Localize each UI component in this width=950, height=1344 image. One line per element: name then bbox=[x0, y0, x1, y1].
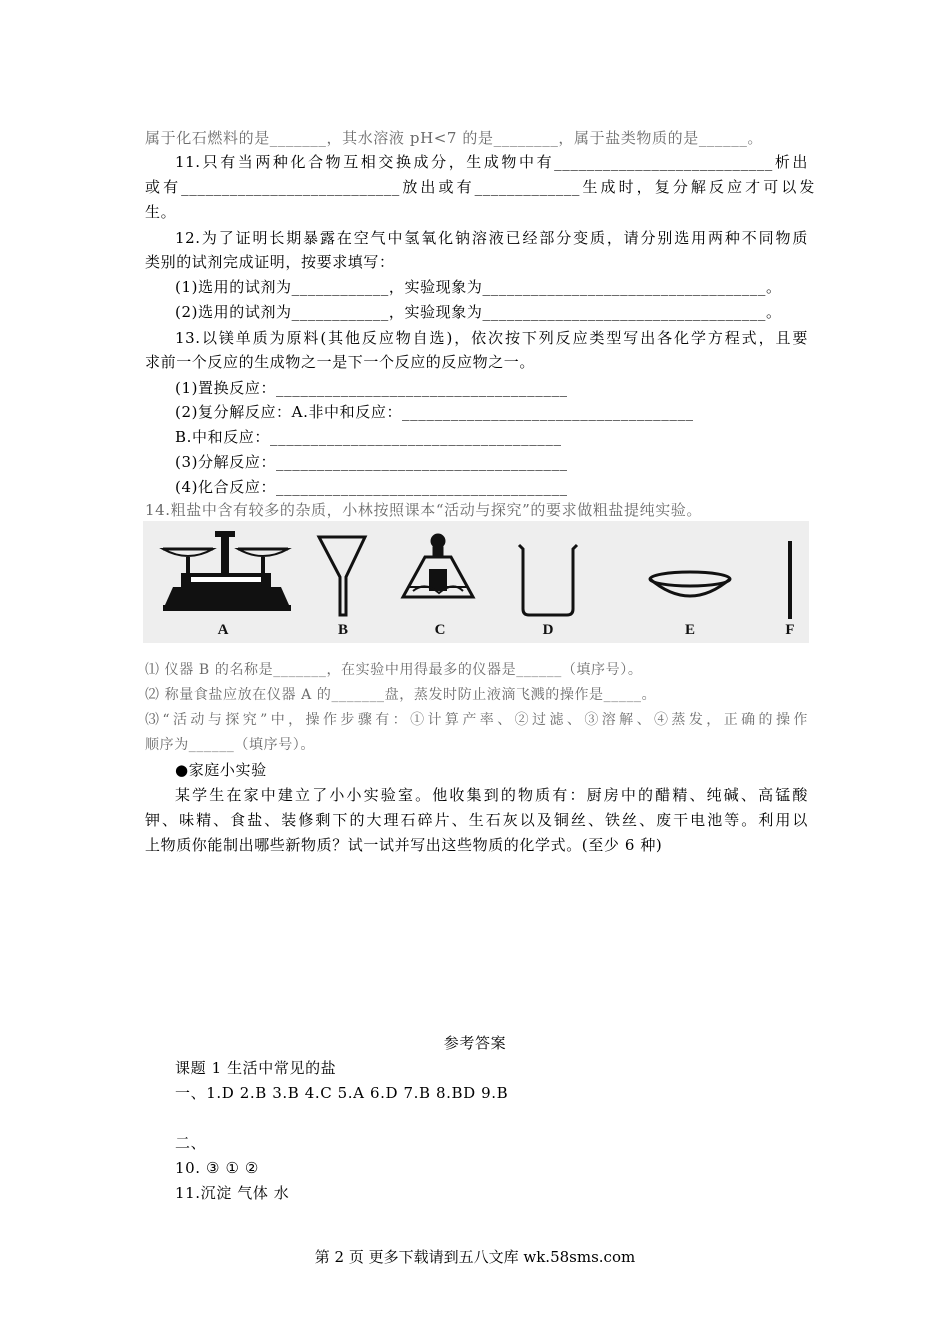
answers-q10: 10. ③ ① ② bbox=[175, 1159, 259, 1177]
text-line-q14-3: ⑶“活动与探究”中，操作步骤有：①计算产率、②过滤、③溶解、④蒸发，正确的操作 bbox=[145, 712, 808, 728]
text-line-q14-1: ⑴ 仪器 B 的名称是_______，在实验中用得最多的仪器是______（填序号）。 bbox=[145, 662, 643, 678]
text-line-q12-4: (2)选用的试剂为____________，实验现象为___________________________________。 bbox=[175, 303, 782, 321]
text-line-q12-1: 12.为了证明长期暴露在空气中氢氧化钠溶液已经部分变质，请分别选用两种不同物质 bbox=[175, 229, 808, 247]
text-line-q13-3: (1)置换反应：____________________________________ bbox=[175, 379, 568, 397]
page-footer: 第 2 页 更多下载请到五八文库 wk.58sms.com bbox=[314, 1248, 636, 1266]
evaporating-dish-icon bbox=[650, 572, 730, 596]
text-line-q14-2: ⑵ 称量食盐应放在仪器 A 的_______盘，蒸发时防止液滴飞溅的操作是_____。 bbox=[145, 687, 657, 703]
text-line-q14: 14.粗盐中含有较多的杂质，小林按照课本“活动与探究”的要求做粗盐提纯实验。 bbox=[145, 501, 702, 519]
text-line-q11-1: 11.只有当两种化合物互相交换成分，生成物中有___________________________析出 bbox=[175, 153, 808, 171]
text-line-q13-1: 13.以镁单质为原料(其他反应物自选)，依次按下列反应类型写出各化学方程式，且要 bbox=[175, 329, 808, 347]
text-line-q11-3: 生。 bbox=[145, 203, 177, 221]
beaker-icon bbox=[519, 545, 577, 615]
figure-label-b: B bbox=[337, 622, 349, 638]
text-line-q11-2: 或有___________________________放出或有_____________生成时，复分解反应才可以发 bbox=[145, 178, 815, 196]
funnel-icon bbox=[319, 537, 365, 615]
figure-label-d: D bbox=[542, 622, 554, 638]
section-heading-home-experiment: ●家庭小实验 bbox=[175, 761, 267, 779]
alcohol-lamp-icon bbox=[403, 534, 473, 597]
text-line-home-3: 上物质你能制出哪些新物质？试一试并写出这些物质的化学式。(至少 6 种) bbox=[145, 836, 663, 854]
text-line-q14-4: 顺序为______（填序号）。 bbox=[145, 737, 315, 753]
text-line-q10-tail: 属于化石燃料的是_______，其水溶液 pH<7 的是________，属于盐类物质的是______。 bbox=[145, 129, 764, 147]
answers-title: 参考答案 bbox=[443, 1034, 507, 1052]
figure-label-c: C bbox=[434, 622, 446, 638]
text-line-home-2: 钾、味精、食盐、装修剩下的大理石碎片、生石灰以及铜丝、铁丝、废干电池等。利用以 bbox=[145, 811, 808, 829]
text-line-q12-2: 类别的试剂完成证明，按要求填写： bbox=[145, 253, 395, 271]
text-line-q13-5: B.中和反应：____________________________________ bbox=[175, 428, 562, 446]
figure-label-e: E bbox=[684, 622, 696, 638]
figure-label-f: F bbox=[785, 622, 795, 638]
figure-label-a: A bbox=[217, 622, 229, 638]
answers-q11: 11.沉淀 气体 水 bbox=[175, 1184, 290, 1202]
text-line-q13-7: (4)化合反应：____________________________________ bbox=[175, 478, 568, 496]
text-line-q13-2: 求前一个反应的生成物之一是下一个反应的反应物之一。 bbox=[145, 353, 536, 371]
text-line-home-1: 某学生在家中建立了小小实验室。他收集到的物质有：厨房中的醋精、纯碱、高锰酸 bbox=[175, 786, 808, 804]
answers-section-1: 一、1.D 2.B 3.B 4.C 5.A 6.D 7.B 8.BD 9.B bbox=[175, 1084, 509, 1102]
text-line-q13-4: (2)复分解反应：A.非中和反应：____________________________________ bbox=[175, 403, 694, 421]
apparatus-drawing bbox=[143, 521, 809, 643]
answers-section-2: 二、 bbox=[175, 1134, 207, 1152]
text-line-q12-3: (1)选用的试剂为____________，实验现象为___________________________________。 bbox=[175, 278, 782, 296]
answers-lesson: 课题 1 生活中常见的盐 bbox=[175, 1059, 337, 1077]
apparatus-figure bbox=[143, 521, 809, 643]
text-line-q13-6: (3)分解反应：____________________________________ bbox=[175, 453, 568, 471]
balance-icon bbox=[163, 531, 291, 611]
